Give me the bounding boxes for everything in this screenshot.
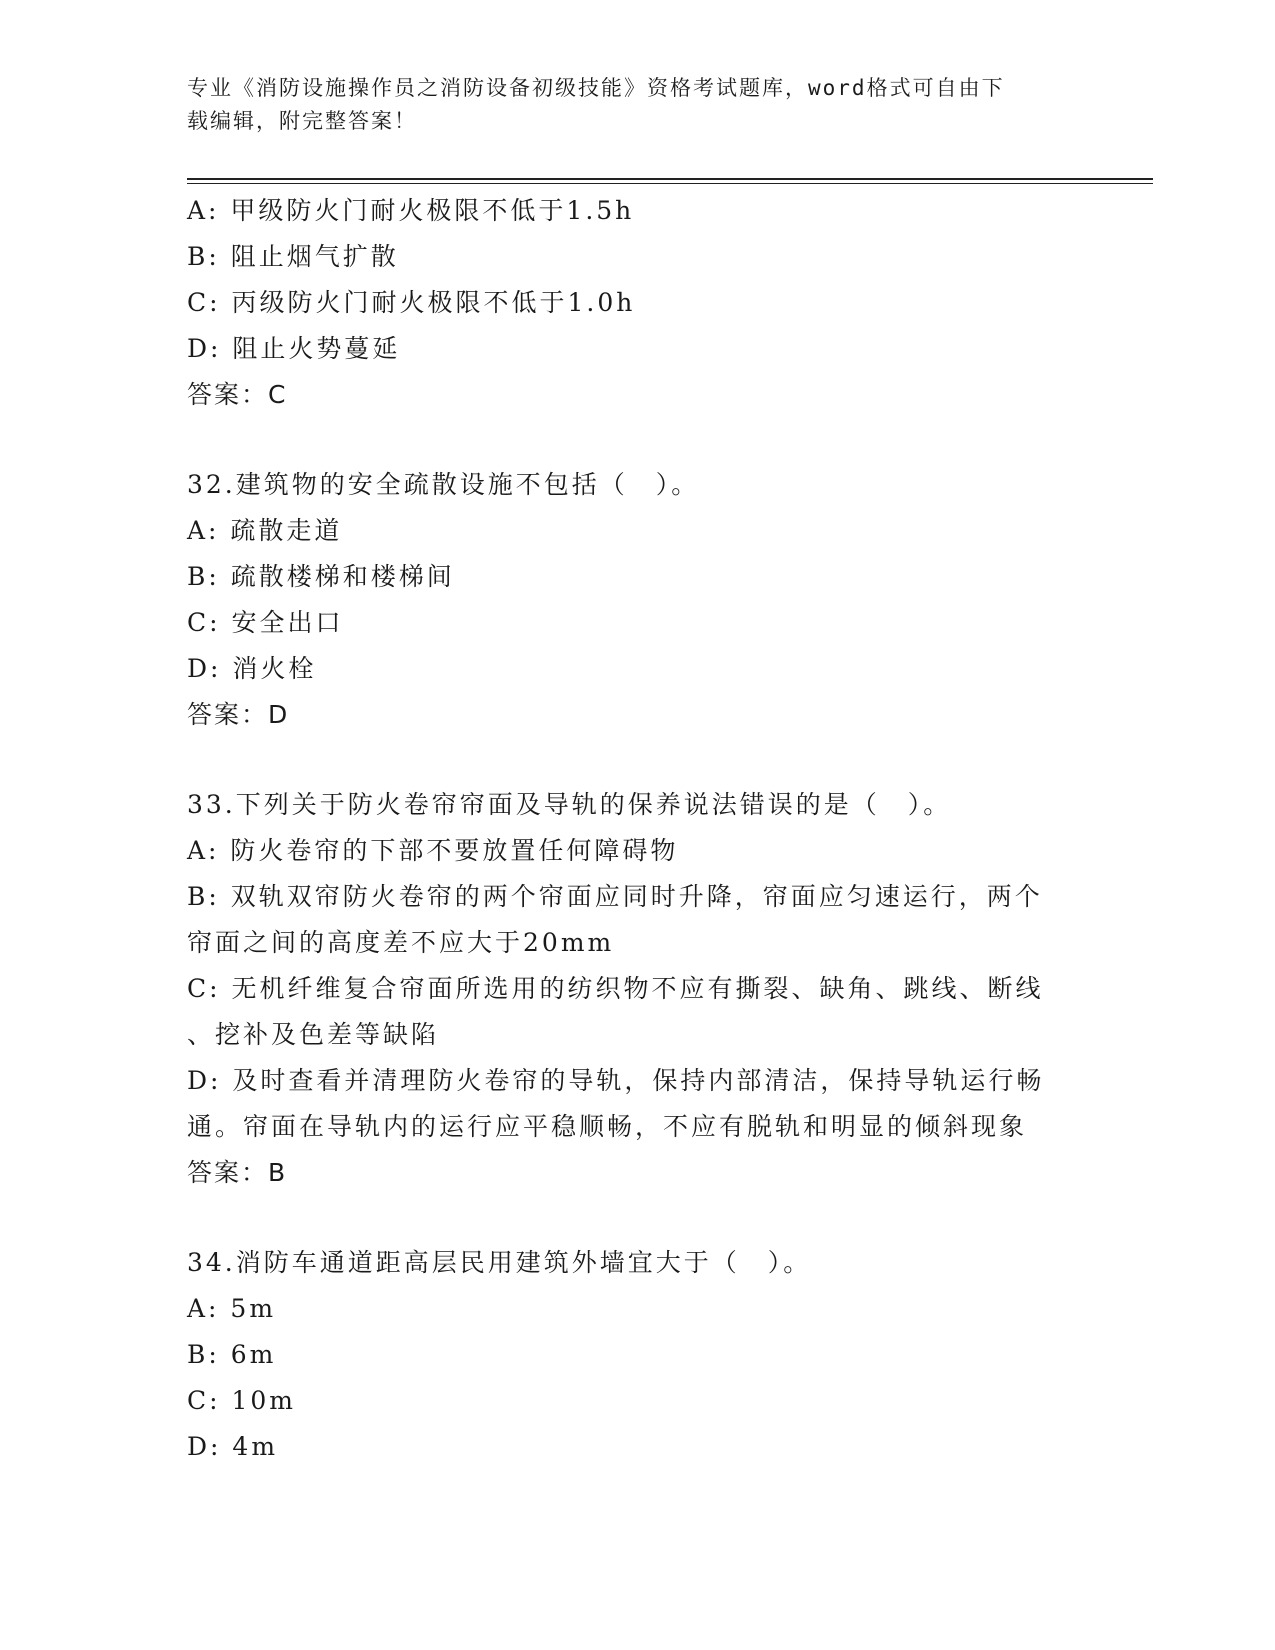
option-c-line-1: C: 无机纤维复合帘面所选用的纺织物不应有撕裂、缺角、跳线、断线 [187, 974, 1044, 1003]
question-33 [187, 782, 1087, 1196]
option-c: C: 10m [187, 1386, 297, 1415]
question-text: 34.消防车通道距高层民用建筑外墙宜大于（ ）。 [187, 1248, 812, 1277]
answer-line: 答案：B [187, 1158, 288, 1187]
header-divider-thin [187, 183, 1153, 184]
option-c-line-2: 、挖补及色差等缺陷 [187, 1020, 440, 1049]
option-d: D: 阻止火势蔓延 [187, 334, 401, 363]
option-a: A: 甲级防火门耐火极限不低于1.5h [187, 196, 635, 225]
header-line-1: 专业《消防设施操作员之消防设备初级技能》资格考试题库，word格式可自由下 [187, 76, 1005, 100]
option-a: A: 疏散走道 [187, 516, 343, 545]
answer-line: 答案：D [187, 700, 290, 729]
option-a: A: 5m [187, 1294, 277, 1323]
question-list [187, 188, 1087, 1470]
option-a: A: 防火卷帘的下部不要放置任何障碍物 [187, 836, 679, 865]
question-32 [187, 462, 1087, 738]
header-line-2: 载编辑，附完整答案！ [187, 109, 417, 133]
option-b-line-2: 帘面之间的高度差不应大于20mm [187, 928, 615, 957]
question-text: 33.下列关于防火卷帘帘面及导轨的保养说法错误的是（ ）。 [187, 790, 952, 819]
answer-line: 答案：C [187, 380, 288, 409]
option-b: B: 6m [187, 1340, 277, 1369]
question-spacer [187, 738, 1087, 782]
option-c: C: 安全出口 [187, 608, 344, 637]
option-d: D: 4m [187, 1432, 279, 1461]
option-b: B: 阻止烟气扩散 [187, 242, 399, 271]
question-spacer [187, 418, 1087, 462]
option-b-line-1: B: 双轨双帘防火卷帘的两个帘面应同时升降，帘面应匀速运行，两个 [187, 882, 1043, 911]
document-header [187, 72, 1067, 138]
question-spacer [187, 1196, 1087, 1240]
option-b: B: 疏散楼梯和楼梯间 [187, 562, 455, 591]
option-d-line-1: D: 及时查看并清理防火卷帘的导轨，保持内部清洁，保持导轨运行畅 [187, 1066, 1045, 1095]
question-text: 32.建筑物的安全疏散设施不包括（ ）。 [187, 470, 700, 499]
question-31 [187, 188, 1087, 418]
option-d: D: 消火栓 [187, 654, 317, 683]
option-d-line-2: 通。帘面在导轨内的运行应平稳顺畅，不应有脱轨和明显的倾斜现象 [187, 1112, 1028, 1141]
option-c: C: 丙级防火门耐火极限不低于1.0h [187, 288, 636, 317]
question-34 [187, 1240, 1087, 1470]
header-divider-thick [187, 178, 1153, 180]
